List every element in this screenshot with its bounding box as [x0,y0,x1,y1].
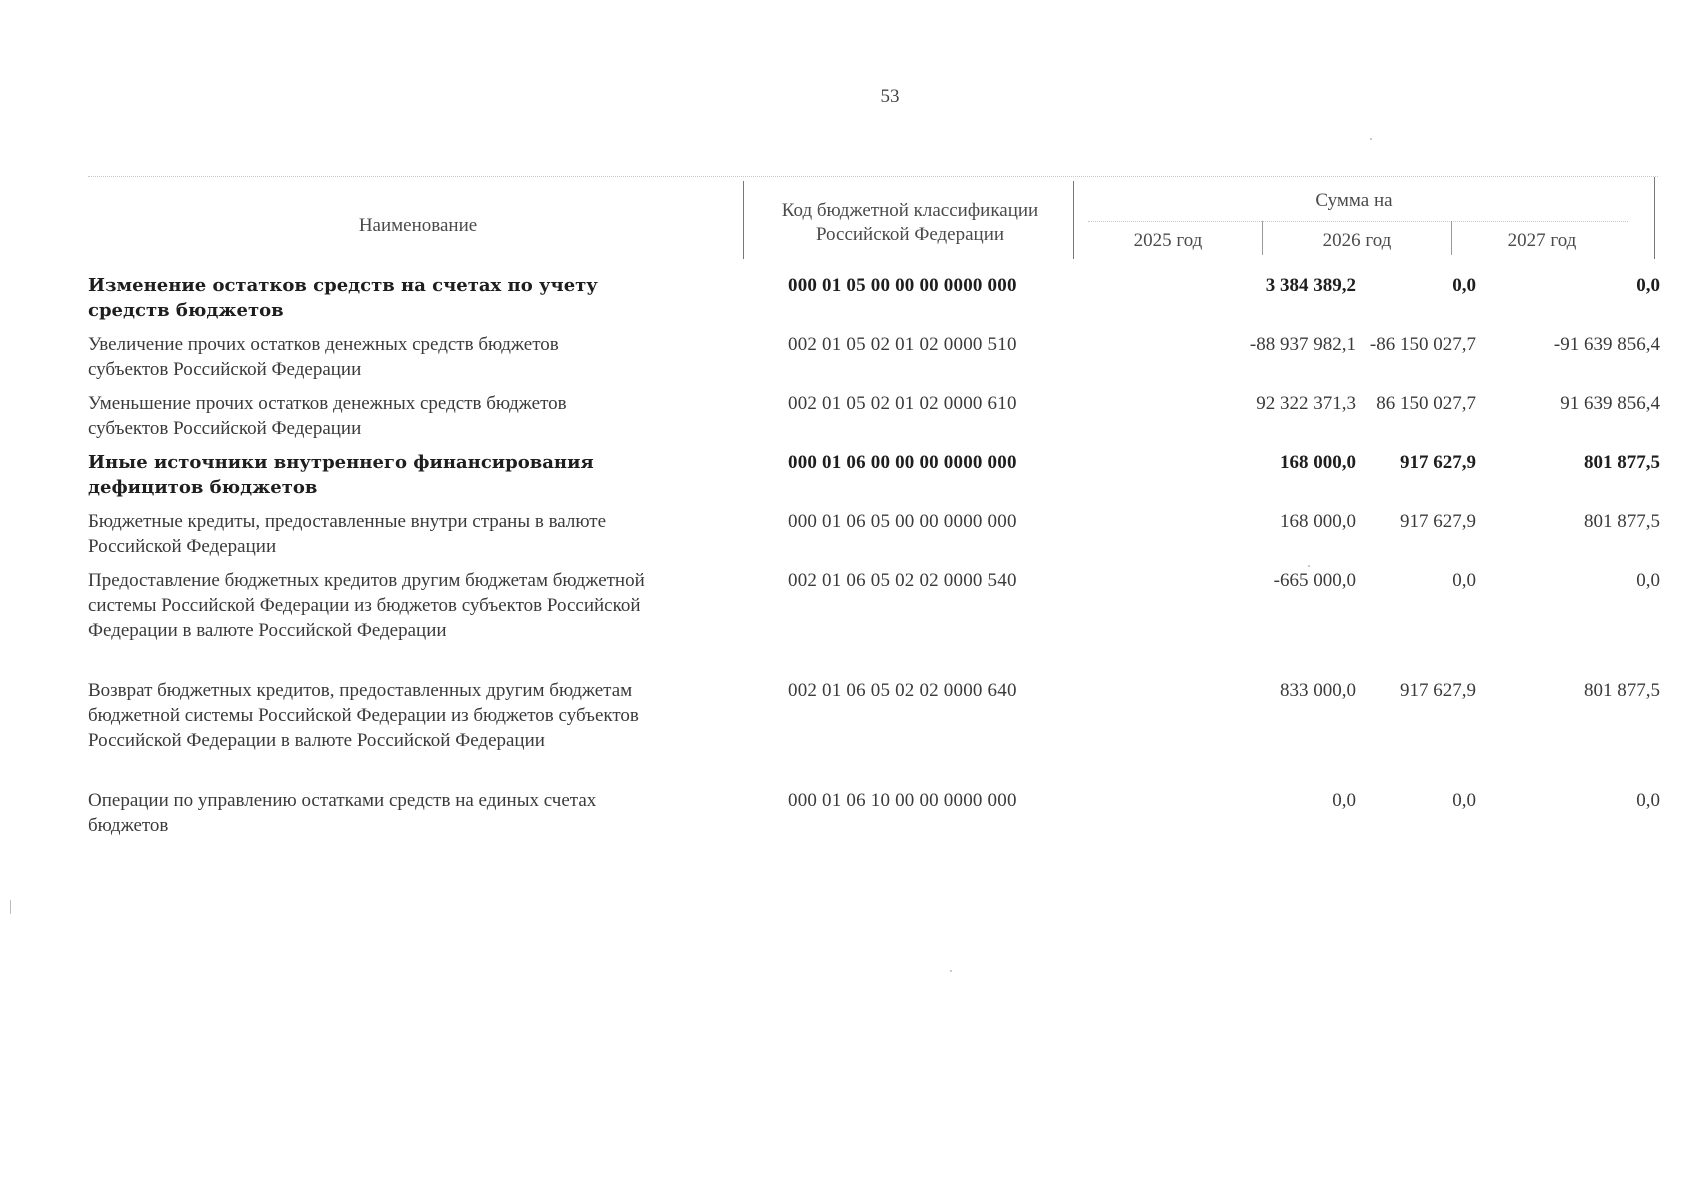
row-value-2027: -91 639 856,4 [1553,334,1660,355]
header-year-2027: 2027 год [1507,230,1577,251]
header-subdivider [1088,221,1628,222]
row-value-2025: 833 000,0 [1280,680,1356,701]
scan-speck [1308,565,1310,567]
scan-speck [10,900,11,914]
header-year-2025: 2025 год [1133,230,1203,251]
row-name: Возврат бюджетных кредитов, предоставленных другим бюджетам бюджетной системы Российской Федерации из бюджетов субъектов Российской Федерации в валюте Российской Федерации [88,680,639,751]
row-value-2025: 3 384 389,2 [1265,275,1356,296]
row-code: 000 01 06 05 00 00 0000 000 [788,511,1017,532]
row-value-2026: 0,0 [1452,275,1476,296]
row-value-2027: 801 877,5 [1584,680,1660,701]
row-value-2026: 917 627,9 [1400,680,1476,701]
scan-speck [950,970,952,972]
row-code: 002 01 05 02 01 02 0000 610 [788,393,1017,414]
row-code: 002 01 05 02 01 02 0000 510 [788,334,1017,355]
row-name: Увеличение прочих остатков денежных средств бюджетов субъектов Российской Федерации [88,334,559,380]
header-divider [743,181,744,259]
row-name: Бюджетные кредиты, предоставленные внутри страны в валюте Российской Федерации [88,511,607,557]
row-name: Иные источники внутреннего финансирования дефицитов бюджетов [88,452,594,498]
row-value-2025: 0,0 [1332,790,1356,811]
header-code [748,199,1072,247]
row-code: 002 01 06 05 02 02 0000 540 [788,570,1017,591]
budget-sources-table [88,176,1660,836]
row-code: 000 01 06 10 00 00 0000 000 [788,790,1017,811]
row-name: Предоставление бюджетных кредитов другим бюджетам бюджетной системы Российской Федерации из бюджетов субъектов Российской Федерации в валюте Российской Федерации [88,570,645,641]
row-value-2026: 917 627,9 [1400,511,1476,532]
row-value-2027: 91 639 856,4 [1560,393,1660,414]
row-value-2027: 801 877,5 [1584,452,1660,473]
row-value-2026: 86 150 027,7 [1376,393,1476,414]
row-value-2025: 168 000,0 [1280,511,1356,532]
row-value-2025: 168 000,0 [1280,452,1356,473]
header-code-line1: Код бюджетной классификации [781,200,1039,221]
header-divider [1654,177,1655,259]
header-year-2026: 2026 год [1322,230,1392,251]
row-code: 000 01 06 00 00 00 0000 000 [788,452,1017,473]
table-header [88,176,1658,263]
row-code: 000 01 05 00 00 00 0000 000 [788,275,1017,296]
row-value-2025: 92 322 371,3 [1256,393,1356,414]
row-value-2025: -88 937 982,1 [1249,334,1356,355]
row-value-2026: 917 627,9 [1400,452,1476,473]
row-value-2025: -665 000,0 [1273,570,1356,591]
header-sum-on: Сумма на [1315,190,1393,211]
scan-speck [1370,138,1372,140]
row-value-2026: 0,0 [1452,790,1476,811]
row-name: Уменьшение прочих остатков денежных средств бюджетов субъектов Российской Федерации [88,393,567,439]
row-value-2027: 0,0 [1636,790,1660,811]
row-value-2027: 0,0 [1636,275,1660,296]
row-value-2027: 801 877,5 [1584,511,1660,532]
row-name: Изменение остатков средств на счетах по учету средств бюджетов [88,275,598,321]
row-name: Операции по управлению остатками средств на единых счетах бюджетов [88,790,597,836]
header-name: Наименование [358,215,478,236]
row-code: 002 01 06 05 02 02 0000 640 [788,680,1017,701]
row-value-2026: -86 150 027,7 [1369,334,1476,355]
header-code-line2: Российской Федерации [815,224,1005,245]
row-value-2026: 0,0 [1452,570,1476,591]
page-number: 53 [880,86,900,107]
row-value-2027: 0,0 [1636,570,1660,591]
